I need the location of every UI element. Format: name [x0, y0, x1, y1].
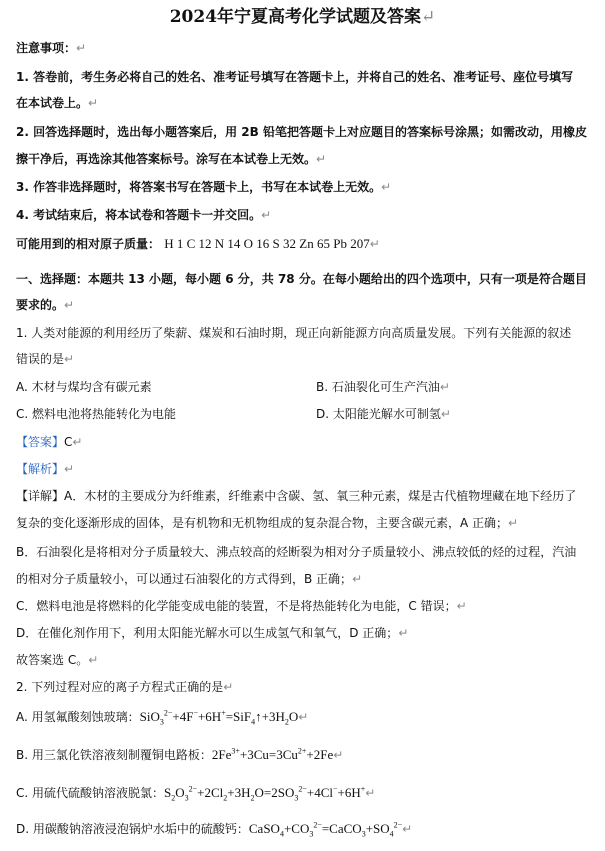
atomic-masses: 可能用到的相对原子质量： H 1 C 12 N 14 O 16 S 32 Zn 65 Pb 207↵ — [16, 236, 380, 251]
notice-1-line-2: 在本试卷上。↵ — [16, 96, 99, 110]
q1-stem-line-2: 错误的是↵ — [16, 352, 75, 366]
q1-stem-line-1: 1. 人类对能源的利用经历了柴薪、煤炭和石油时期，现正向新能源方向高质量发展。下列有关能源的叙述 — [16, 326, 572, 340]
equation-c: $S_2O_3^{2-}+2Cl_2+3H_2O=2SO_3^{2-}+4Cl^-+6H^+$ — [164, 784, 366, 803]
notice-3: 3. 作答非选择题时，将答案书写在答题卡上，书写在本试卷上无效。↵ — [16, 180, 392, 194]
notice-2-line-1: 2. 回答选择题时，选出每小题答案后，用 2B 铅笔把答题卡上对应题目的答案标号涂黑；如需改动，用橡皮 — [16, 125, 587, 139]
q2-option-c: C. 用硫代硫酸钠溶液脱氯：$S_2O_3^{2-}+2Cl_2+3H_2O=2SO_3^{2-}+4Cl^-+6H^+↵$ — [16, 784, 376, 803]
q1-options-row-1 — [16, 379, 591, 395]
equation-b: $2Fe^{3+}+3Cu=3Cu^{2+}+2Fe$ — [211, 746, 334, 762]
section-1-line-1: 一、选择题：本题共 13 小题，每小题 6 分，共 78 分。在每小题给出的四个选项中，只有一项是符合题目 — [16, 272, 587, 286]
q1-detail-a-line-2: 复杂的变化逐渐形成的固体，是有机物和无机物组成的复杂混合物，主要含碳元素，A 正确；↵ — [16, 516, 519, 530]
q1-option-c: C. 燃料电池将热能转化为电能 — [16, 407, 177, 421]
q2-option-b: B. 用三氯化铁溶液刻制覆铜电路板：$2Fe^{3+}+3Cu=3Cu^{2+}+2Fe↵$ — [16, 746, 344, 762]
notice-1-line-1: 1. 答卷前，考生务必将自己的姓名、准考证号填写在答题卡上，并将自己的姓名、准考证号、座位号填写 — [16, 70, 574, 84]
q1-option-d: D. 太阳能光解水可制氢↵ — [316, 407, 451, 421]
q1-option-a: A. 木材与煤均含有碳元素 — [16, 380, 152, 394]
q1-detail-b-line-1: B．石油裂化是将相对分子质量较大、沸点较高的烃断裂为相对分子质量较小、沸点较低的烃的过程，汽油 — [16, 545, 577, 559]
q1-detail-a-line-1: 【详解】A．木材的主要成分为纤维素，纤维素中含碳、氢、氧三种元素，煤是古代植物埋藏在地下经历了 — [16, 489, 577, 503]
notice-4: 4. 考试结束后，将本试卷和答题卡一并交回。↵ — [16, 208, 272, 222]
page-title: 2024年宁夏高考化学试题及答案↵ — [169, 7, 436, 27]
q2-stem: 2. 下列过程对应的离子方程式正确的是↵ — [16, 680, 234, 694]
q1-answer: 【答案】C↵ — [16, 435, 83, 449]
equation-a: $SiO_3^{2-}+4F^-+6H^+=SiF_4↑+3H_2O$ — [139, 708, 299, 727]
q1-options-row-2 — [16, 406, 591, 422]
q1-detail-c: C．燃料电池是将燃料的化学能变成电能的装置，不是将热能转化为电能，C 错误；↵ — [16, 599, 467, 613]
q1-detail-b-line-2: 的相对分子质量较小，可以通过石油裂化的方式得到，B 正确；↵ — [16, 572, 363, 586]
notice-2-line-2: 擦干净后，再选涂其他答案标号。涂写在本试卷上无效。↵ — [16, 152, 327, 166]
q1-conclusion: 故答案选 C。↵ — [16, 653, 99, 667]
q1-analysis-label: 【解析】↵ — [16, 462, 75, 476]
q2-option-a: A. 用氢氟酸刻蚀玻璃：$SiO_3^{2-}+4F^-+6H^+=SiF_4↑+3H_2O↵$ — [16, 708, 309, 727]
section-1-line-2: 要求的。↵ — [16, 298, 75, 312]
q1-option-b: B. 石油裂化可生产汽油↵ — [316, 380, 450, 394]
equation-d: $CaSO_4+CO_3^{2-}=CaCO_3+SO_4^{2-}$ — [248, 820, 403, 839]
q2-option-d: D. 用碳酸钠溶液浸泡锅炉水垢中的硫酸钙：$CaSO_4+CO_3^{2-}=CaCO_3+SO_4^{2-}↵$ — [16, 820, 413, 839]
q1-detail-d: D．在催化剂作用下，利用太阳能光解水可以生成氢气和氧气，D 正确；↵ — [16, 626, 409, 640]
notice-heading: 注意事项：↵ — [16, 41, 87, 55]
